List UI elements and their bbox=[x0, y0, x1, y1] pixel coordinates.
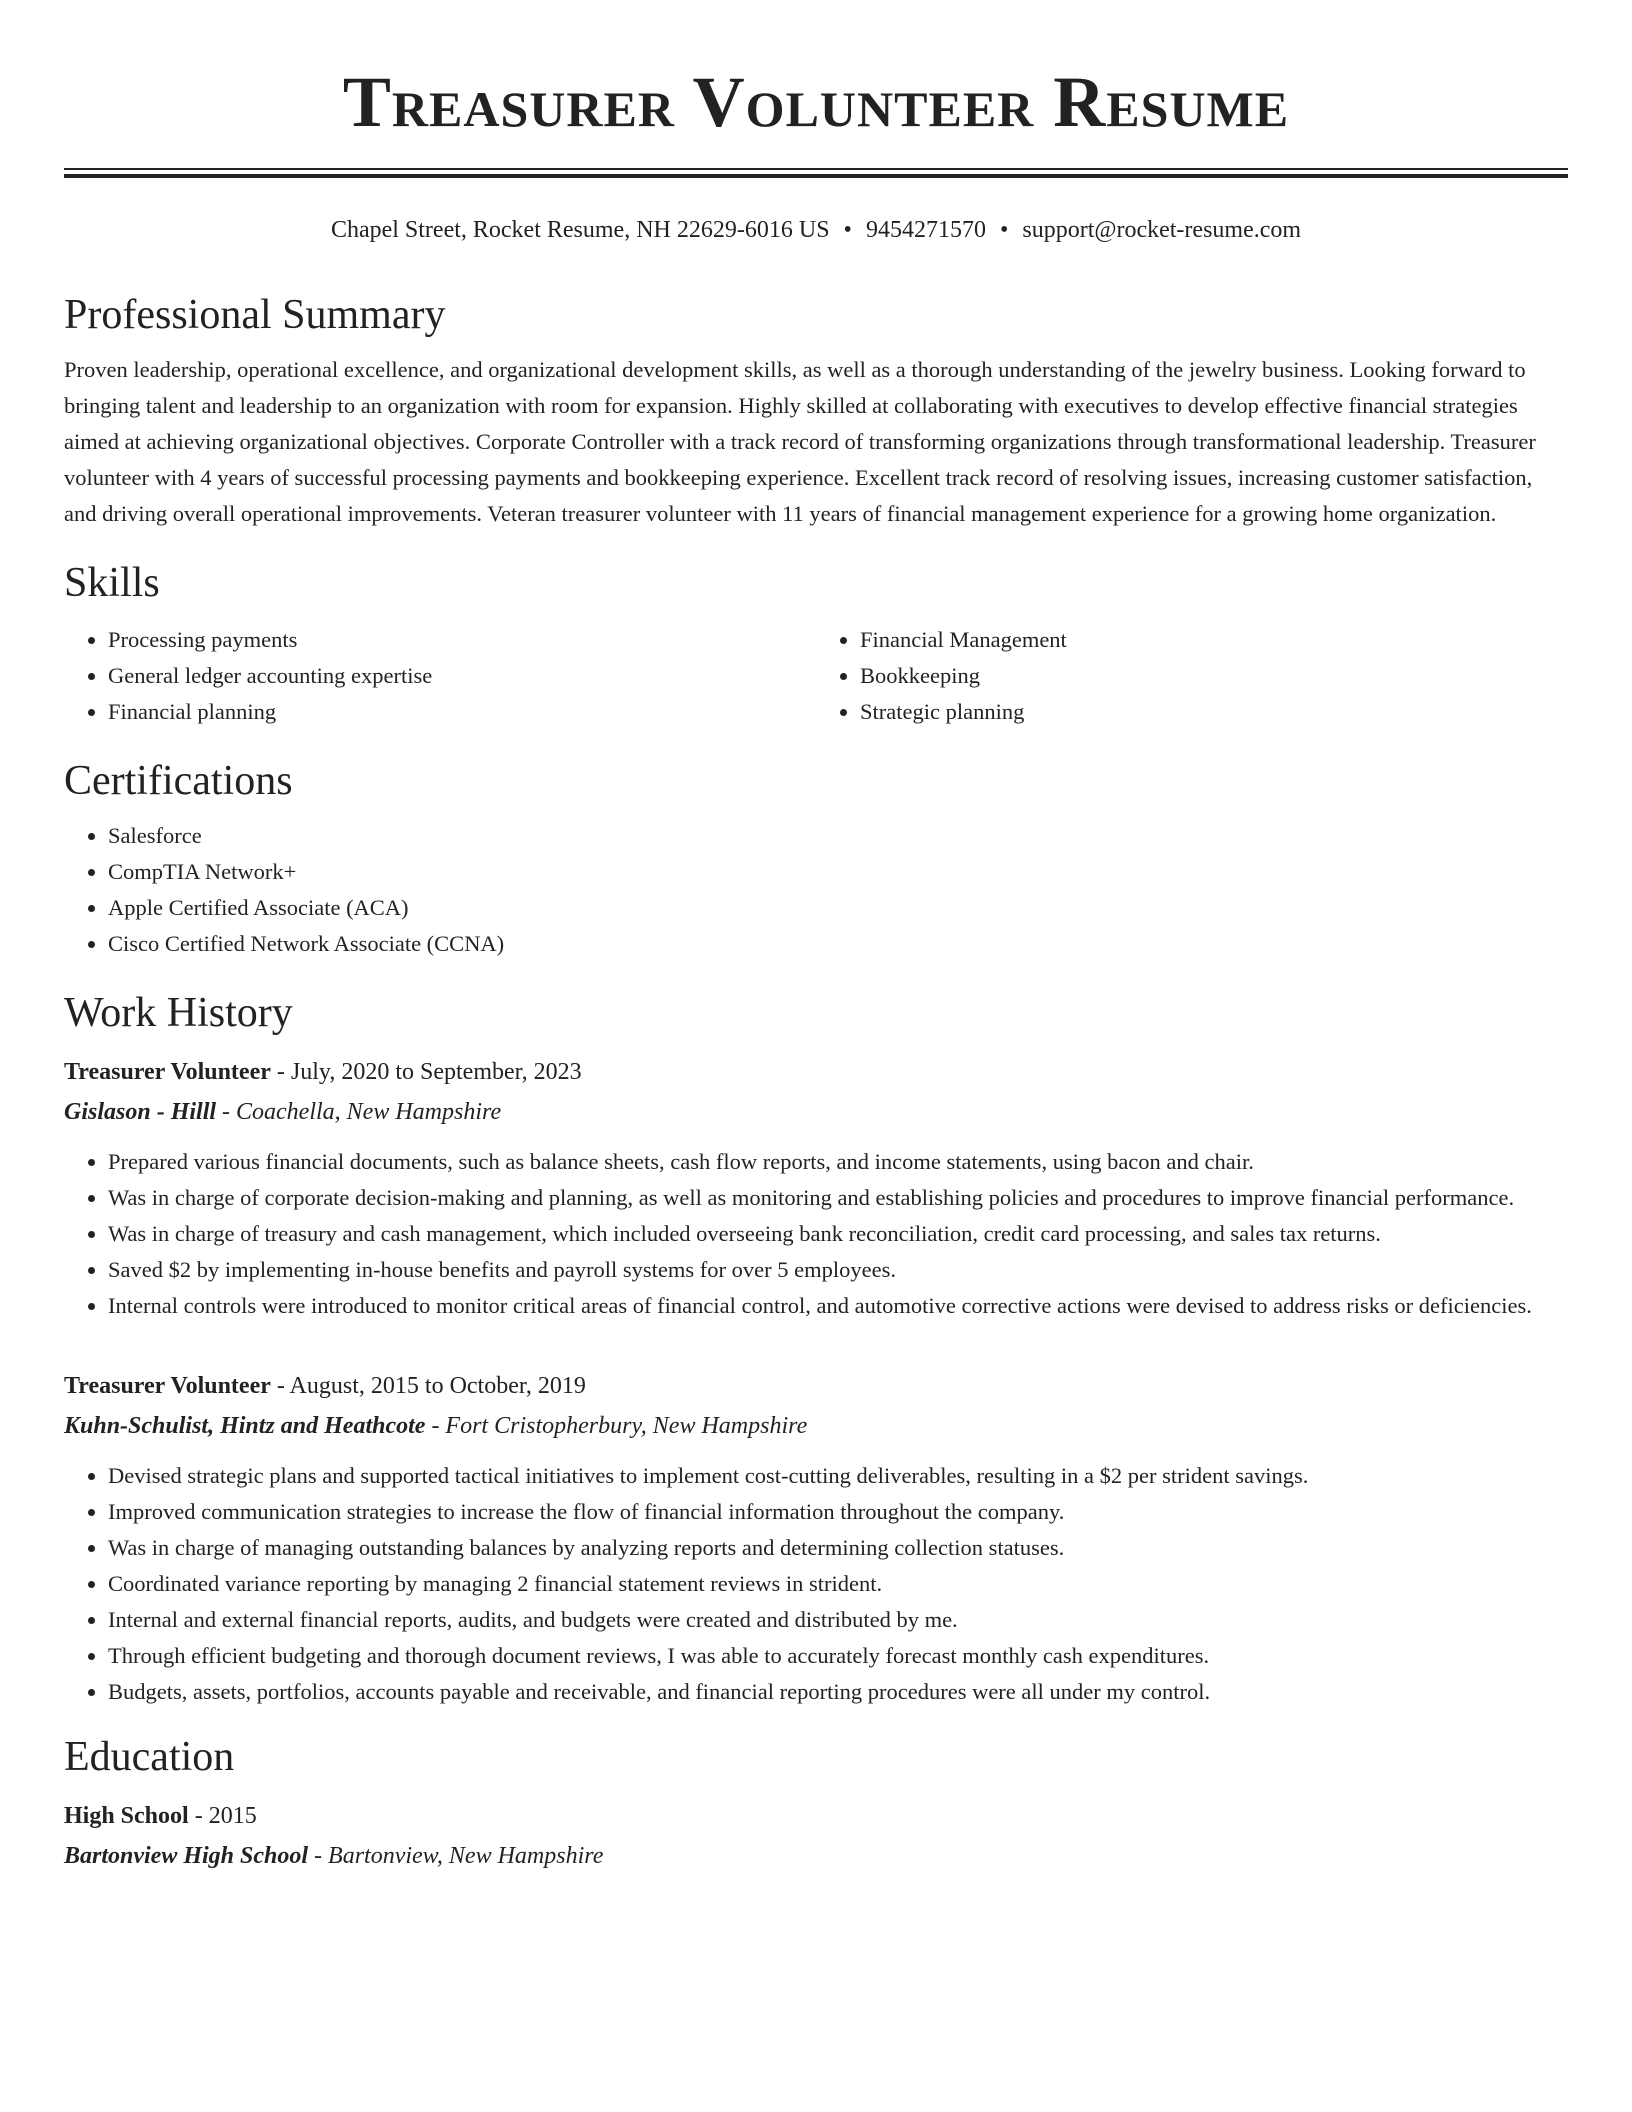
education-location: - Bartonview, New Hampshire bbox=[308, 1843, 604, 1869]
skill-item: • General ledger accounting expertise bbox=[108, 658, 816, 694]
job-bullet: • Was in charge of corporate decision-making and planning, as well as monitoring and establishing policies and procedures to improve financial performance. bbox=[108, 1180, 1568, 1216]
job-bullet: • Prepared various financial documents, such as balance sheets, cash flow reports, and income statements, using bacon and chair. bbox=[108, 1144, 1568, 1180]
education-header bbox=[64, 1796, 1568, 1836]
skill-item: • Bookkeeping bbox=[860, 658, 1568, 694]
job-header bbox=[64, 1052, 1568, 1092]
job-bullet: • Devised strategic plans and supported tactical initiatives to implement cost-cutting deliverables, resulting in a $2 per strident savings. bbox=[108, 1458, 1568, 1494]
certification-item: • Apple Certified Associate (ACA) bbox=[108, 890, 1568, 926]
job-company: Kuhn-Schulist, Hintz and Heathcote bbox=[64, 1413, 426, 1439]
skill-item: • Financial Management bbox=[860, 622, 1568, 658]
job-location: - Fort Cristopherbury, New Hampshire bbox=[425, 1413, 808, 1439]
contact-line bbox=[64, 214, 1568, 246]
job-dates: - July, 2020 to September, 2023 bbox=[270, 1059, 582, 1085]
job-employer bbox=[64, 1406, 1568, 1446]
education-section bbox=[64, 1732, 1568, 1876]
certifications-list bbox=[64, 818, 1568, 962]
contact-address: Chapel Street, Rocket Resume, NH 22629-6016 US bbox=[330, 217, 830, 243]
job-bullet: • Saved $2 by implementing in-house benefits and payroll systems for over 5 employees. bbox=[108, 1252, 1568, 1288]
summary-text: Proven leadership, operational excellence, and organizational development skills, as well as a thorough understanding of the jewelry business. Looking forward to bringing talent and leadership to an organization with room for expansion. Highly skilled at collaborating with executives to develop effective financial strategies aimed at achieving organizational objectives. Corporate Controller with a track record of transforming organizations through transformational leadership. Treasurer volunteer with 4 years of successful processing payments and bookkeeping experience. Excellent track record of resolving issues, increasing customer satisfaction, and driving overall operational improvements. Veteran treasurer volunteer with 11 years of financial management experience for a growing home organization. bbox=[64, 357, 1536, 526]
certifications-section bbox=[64, 756, 1568, 962]
job-employer bbox=[64, 1092, 1568, 1132]
contact-separator: • bbox=[843, 217, 852, 243]
job-bullet: • Internal and external financial reports, audits, and budgets were created and distributed by me. bbox=[108, 1602, 1568, 1638]
resume-title: Treasurer Volunteer Resume bbox=[342, 62, 1290, 142]
job-bullet: • Budgets, assets, portfolios, accounts payable and receivable, and financial reporting procedures were all under my control. bbox=[108, 1674, 1568, 1710]
section-heading-certifications: Certifications bbox=[64, 758, 293, 804]
section-heading-skills: Skills bbox=[64, 560, 160, 606]
certification-item: • CompTIA Network+ bbox=[108, 854, 1568, 890]
skills-section bbox=[64, 558, 1568, 730]
job-bullets bbox=[64, 1144, 1568, 1324]
skills-list-left bbox=[64, 622, 816, 730]
certification-item: • Salesforce bbox=[108, 818, 1568, 854]
education-school-line bbox=[64, 1836, 1568, 1876]
skills-list-right bbox=[816, 622, 1568, 730]
section-heading-work-history: Work History bbox=[64, 990, 293, 1036]
job-dates: - August, 2015 to October, 2019 bbox=[270, 1373, 586, 1399]
job-entry bbox=[64, 1052, 1568, 1324]
education-school: Bartonview High School bbox=[64, 1843, 309, 1869]
education-degree: High School bbox=[64, 1803, 189, 1829]
skills-columns bbox=[64, 622, 1568, 730]
skill-item: • Processing payments bbox=[108, 622, 816, 658]
job-title: Treasurer Volunteer bbox=[64, 1373, 271, 1399]
skill-item: • Financial planning bbox=[108, 694, 816, 730]
section-heading-summary: Professional Summary bbox=[64, 292, 446, 338]
job-bullet: • Internal controls were introduced to monitor critical areas of financial control, and automotive corrective actions were devised to address risks or deficiencies. bbox=[108, 1288, 1568, 1324]
professional-summary-section bbox=[64, 290, 1568, 532]
job-bullet: • Coordinated variance reporting by managing 2 financial statement reviews in strident. bbox=[108, 1566, 1568, 1602]
job-bullet: • Improved communication strategies to increase the flow of financial information throughout the company. bbox=[108, 1494, 1568, 1530]
job-company: Gislason - Hilll bbox=[64, 1099, 217, 1125]
contact-separator: • bbox=[999, 217, 1009, 243]
education-year: - 2015 bbox=[188, 1803, 257, 1829]
section-heading-education: Education bbox=[64, 1734, 235, 1780]
work-history-section bbox=[64, 988, 1568, 1710]
certification-item: • Cisco Certified Network Associate (CCNA) bbox=[108, 926, 1568, 962]
title-divider bbox=[64, 168, 1568, 178]
job-title: Treasurer Volunteer bbox=[64, 1059, 271, 1085]
job-header bbox=[64, 1366, 1568, 1406]
job-bullets bbox=[64, 1458, 1568, 1710]
job-bullet: • Through efficient budgeting and thorough document reviews, I was able to accurately forecast monthly cash expenditures. bbox=[108, 1638, 1568, 1674]
job-bullet: • Was in charge of treasury and cash management, which included overseeing bank reconciliation, credit card processing, and sales tax returns. bbox=[108, 1216, 1568, 1252]
job-entry bbox=[64, 1366, 1568, 1710]
job-bullet: • Was in charge of managing outstanding balances by analyzing reports and determining collection statuses. bbox=[108, 1530, 1568, 1566]
skill-item: • Strategic planning bbox=[860, 694, 1568, 730]
job-location: - Coachella, New Hampshire bbox=[216, 1099, 502, 1125]
contact-email: support@rocket-resume.com bbox=[1022, 217, 1302, 243]
contact-phone: 9454271570 bbox=[865, 217, 986, 243]
